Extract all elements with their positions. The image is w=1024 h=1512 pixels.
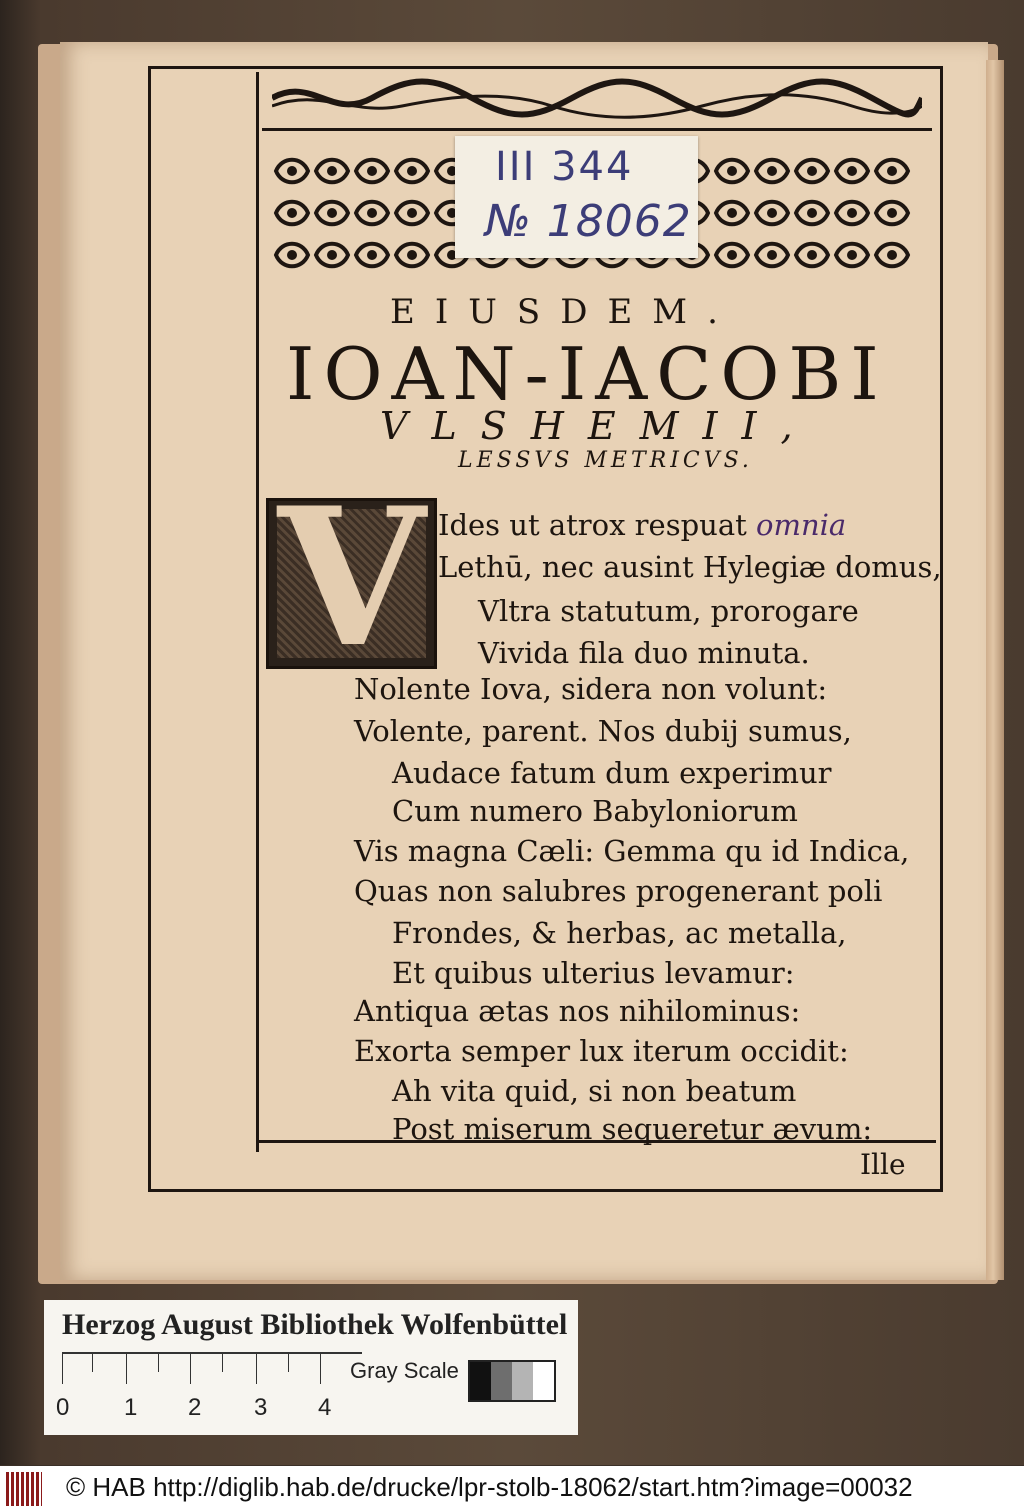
ruler-tick bbox=[222, 1354, 223, 1372]
ruler-tick bbox=[92, 1354, 93, 1372]
ruler-number: 0 bbox=[56, 1394, 70, 1421]
gray-swatches bbox=[468, 1360, 556, 1402]
poem-line: Nolente Iova, sidera non volunt: bbox=[354, 672, 828, 706]
gray-scale-label: Gray Scale bbox=[350, 1358, 459, 1383]
footer-bar bbox=[0, 1466, 1024, 1512]
ruler-tick bbox=[126, 1354, 127, 1384]
poem-line: Lethū, nec ausint Hylegiæ domus, bbox=[438, 550, 942, 584]
poem-line: Vivida fila duo minuta. bbox=[478, 636, 810, 670]
poem-line: Volente, parent. Nos dubij sumus, bbox=[354, 714, 852, 748]
catchword: Ille bbox=[860, 1148, 906, 1181]
copyright-link[interactable]: © HAB http://diglib.hab.de/drucke/lpr-stolb-18062/start.htm?image=00032 bbox=[66, 1472, 913, 1502]
initial-letter: V bbox=[277, 498, 426, 669]
heading-author-name: IOAN-IACOBI bbox=[286, 332, 888, 416]
shelf-number-text: № 18062 bbox=[485, 196, 692, 247]
ruler-tick bbox=[320, 1354, 321, 1384]
ruler-number: 4 bbox=[318, 1394, 332, 1421]
ruler-number: 1 bbox=[124, 1394, 138, 1421]
heading-surname: VLSHEMII, bbox=[380, 404, 817, 448]
ruler-scale bbox=[62, 1352, 362, 1394]
poem-line: Post miserum sequeretur ævum: bbox=[392, 1112, 873, 1146]
color-calibration-card bbox=[44, 1300, 578, 1435]
swatch bbox=[470, 1362, 491, 1400]
poem-line: Ah vita quid, si non beatum bbox=[392, 1074, 797, 1108]
ruler-number: 2 bbox=[188, 1394, 202, 1421]
swatch bbox=[491, 1362, 512, 1400]
ruler-tick bbox=[190, 1354, 191, 1384]
ruler-tick bbox=[62, 1354, 63, 1384]
bottom-rule bbox=[256, 1140, 936, 1143]
heading-eiusdem: EIUSDEM. bbox=[390, 292, 738, 332]
poem-line: Antiqua ætas nos nihilominus: bbox=[354, 994, 801, 1028]
decorated-initial bbox=[266, 498, 437, 669]
poem-line: Vis magna Cæli: Gemma qu id Indica, bbox=[354, 834, 910, 868]
ruler-tick bbox=[256, 1354, 257, 1384]
scroll-ornament-icon bbox=[272, 76, 922, 120]
swatch bbox=[512, 1362, 533, 1400]
poem-line: Quas non salubres progenerant poli bbox=[354, 874, 883, 908]
hab-logo-icon bbox=[6, 1472, 42, 1506]
poem-line: Et quibus ulterius levamur: bbox=[392, 956, 795, 990]
poem-line: Cum numero Babyloniorum bbox=[392, 794, 798, 828]
ruler-tick bbox=[288, 1354, 289, 1372]
heading-subtitle: LESSVS METRICVS. bbox=[458, 448, 753, 473]
top-ornament-band bbox=[262, 68, 932, 131]
shelfmark-label bbox=[455, 136, 698, 258]
handwritten-annotation: omnia bbox=[755, 508, 847, 542]
shelfmark-text: III 344 bbox=[495, 144, 634, 190]
page-edge bbox=[986, 60, 1004, 1280]
ruler-numbers bbox=[56, 1394, 386, 1424]
poem-line: Frondes, & herbas, ac metalla, bbox=[392, 916, 847, 950]
swatch bbox=[533, 1362, 554, 1400]
ruler-number: 3 bbox=[254, 1394, 268, 1421]
poem-line: Audace fatum dum experimur bbox=[392, 756, 832, 790]
poem-line: Vltra statutum, prorogare bbox=[478, 594, 859, 628]
poem-line: Ides ut atrox respuat omnia bbox=[438, 508, 847, 542]
ruler-tick bbox=[158, 1354, 159, 1372]
library-title: Herzog August Bibliothek Wolfenbüttel bbox=[62, 1308, 568, 1341]
poem-line: Exorta semper lux iterum occidit: bbox=[354, 1034, 849, 1068]
